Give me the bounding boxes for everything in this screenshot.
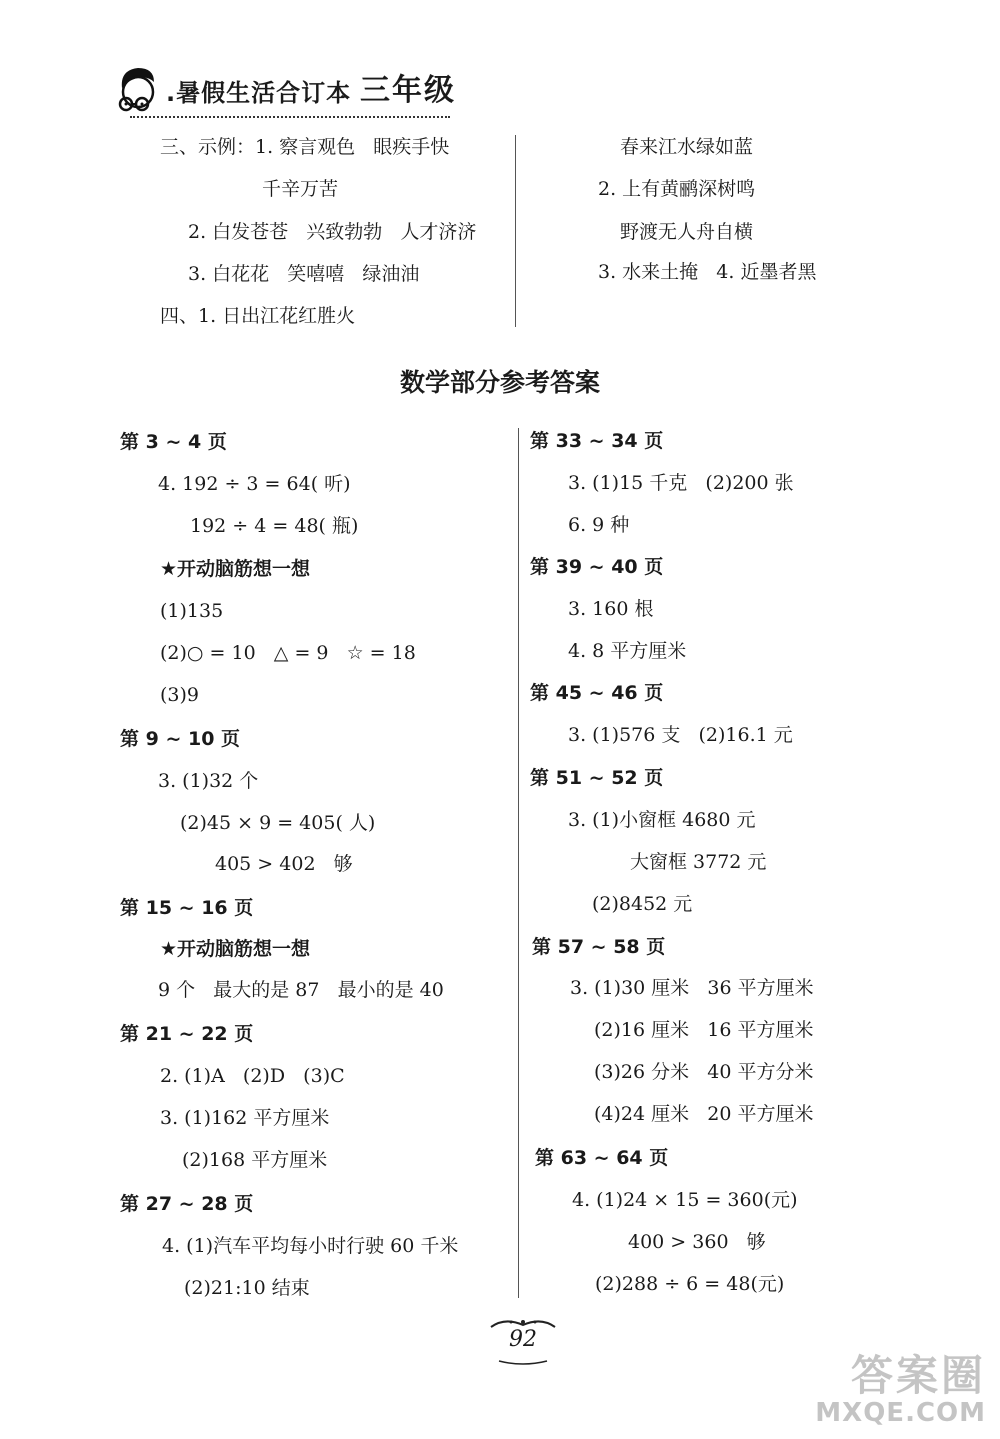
- math-answer-line: (2)45 × 9 = 405( 人): [180, 812, 376, 834]
- chinese-answer-line: 春来江水绿如蓝: [620, 136, 754, 158]
- math-answer-line: 9 个 最大的是 87 最小的是 40: [158, 979, 444, 1001]
- math-answer-line: 3. (1)162 平方厘米: [160, 1107, 330, 1129]
- math-answer-line: 3. 160 根: [568, 598, 654, 620]
- math-answer-line: 4. (1)汽车平均每小时行驶 60 千米: [162, 1235, 459, 1257]
- column-divider: [515, 135, 516, 327]
- page-range-heading: 第 39 ~ 40 页: [530, 556, 664, 578]
- math-answer-line: (2)16 厘米 16 平方厘米: [594, 1019, 814, 1041]
- math-answer-line: (3)26 分米 40 平方分米: [594, 1061, 814, 1083]
- chinese-answer-line: 2. 上有黄鹂深树鸣: [598, 178, 756, 200]
- book-title: .暑假生活合订本: [166, 79, 352, 107]
- chinese-answer-line: 三、示例：1. 察言观色 眼疾手快: [160, 136, 450, 158]
- math-answer-line: 3. (1)32 个: [158, 770, 259, 792]
- page-range-heading: 第 63 ~ 64 页: [535, 1147, 669, 1169]
- math-answer-line: 192 ÷ 4 = 48( 瓶): [190, 515, 359, 537]
- chinese-answer-line: 四、1. 日出江花红胜火: [160, 305, 356, 327]
- chinese-answer-line: 千辛万苦: [262, 178, 339, 200]
- page-range-heading: 第 45 ~ 46 页: [530, 682, 664, 704]
- math-answer-line: 3. (1)30 厘米 36 平方厘米: [570, 977, 814, 999]
- math-answer-line: 3. (1)15 千克 (2)200 张: [568, 472, 794, 494]
- chinese-answer-line: 3. 水来土掩 4. 近墨者黑: [598, 261, 817, 283]
- math-answer-line: (2)8452 元: [592, 893, 693, 915]
- page-range-heading: 第 21 ~ 22 页: [120, 1023, 254, 1045]
- brain-teaser-heading: ★开动脑筋想一想: [160, 558, 311, 580]
- page-range-heading: 第 9 ~ 10 页: [120, 728, 241, 750]
- math-answer-line: (1)135: [160, 600, 224, 622]
- math-answer-line: 大窗框 3772 元: [630, 851, 767, 873]
- chinese-answer-line: 3. 白花花 笑嘻嘻 绿油油: [188, 263, 420, 285]
- page-number: 92: [509, 1327, 537, 1352]
- cartoon-boy-logo-icon: [112, 62, 162, 114]
- header-divider: [130, 116, 450, 118]
- page-range-heading: 第 27 ~ 28 页: [120, 1193, 254, 1215]
- watermark-url: MXQE.COM: [815, 1398, 986, 1428]
- math-answer-line: 4. (1)24 × 15 = 360(元): [572, 1189, 798, 1211]
- page-range-heading: 第 51 ~ 52 页: [530, 767, 664, 789]
- math-answer-line: (3)9: [160, 684, 200, 706]
- math-answer-line: (2)288 ÷ 6 = 48(元): [595, 1273, 785, 1295]
- page-range-heading: 第 57 ~ 58 页: [532, 936, 666, 958]
- math-answer-line: 3. (1)小窗框 4680 元: [568, 809, 756, 831]
- math-answer-line: (4)24 厘米 20 平方厘米: [594, 1103, 814, 1125]
- grade-label: 三年级: [360, 73, 456, 108]
- watermark: [815, 1353, 986, 1427]
- math-answer-line: 400 > 360 够: [628, 1231, 766, 1253]
- brain-teaser-heading: ★开动脑筋想一想: [160, 938, 311, 960]
- math-answer-line: (2)21:10 结束: [184, 1277, 310, 1299]
- column-divider: [518, 428, 519, 1298]
- chinese-answer-line: 野渡无人舟自横: [620, 221, 754, 243]
- watermark-logo-text: 答案圈: [850, 1351, 986, 1400]
- chinese-answer-line: 2. 白发苍苍 兴致勃勃 人才济济: [188, 221, 477, 243]
- math-answer-line: 405 > 402 够: [215, 853, 353, 875]
- math-answer-line: (2)○ = 10 △ = 9 ☆ = 18: [160, 642, 416, 664]
- page-range-heading: 第 3 ~ 4 页: [120, 431, 227, 453]
- math-answer-line: (2)168 平方厘米: [182, 1149, 328, 1171]
- math-answer-line: 6. 9 种: [568, 514, 630, 536]
- math-answer-line: 3. (1)576 支 (2)16.1 元: [568, 724, 793, 746]
- section-title: 数学部分参考答案: [399, 368, 600, 397]
- math-answer-line: 4. 8 平方厘米: [568, 640, 687, 662]
- page-range-heading: 第 15 ~ 16 页: [120, 897, 254, 919]
- math-answer-line: 2. (1)A (2)D (3)C: [160, 1065, 345, 1087]
- page-range-heading: 第 33 ~ 34 页: [530, 430, 664, 452]
- math-answer-line: 4. 192 ÷ 3 = 64( 听): [158, 473, 351, 495]
